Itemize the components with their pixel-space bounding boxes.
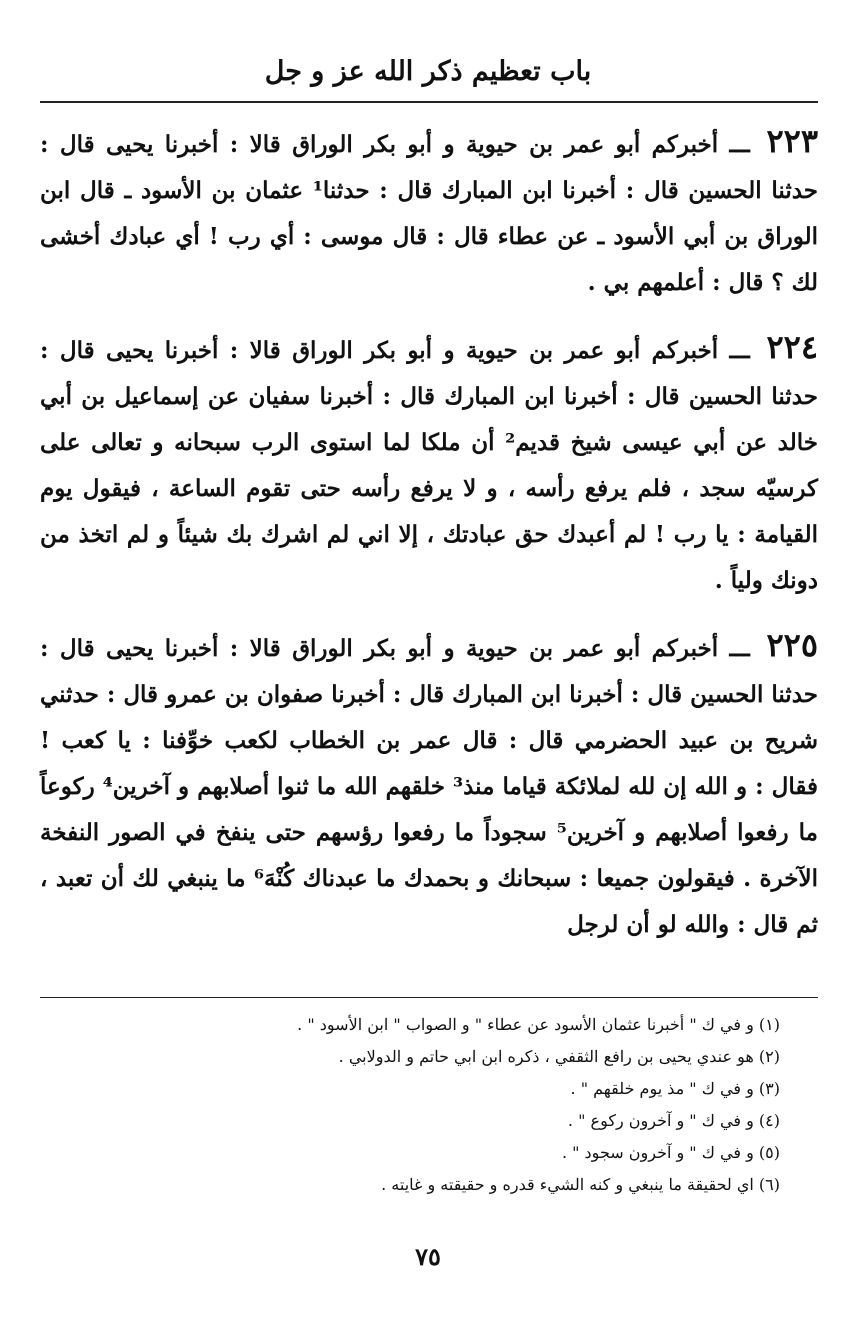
header-divider	[40, 101, 818, 103]
page-number: ٧٥	[415, 1242, 441, 1271]
footnote-6: (٦) اي لحقيقة ما ينبغي و كنه الشيء قدره و حقيقته و غايته .	[381, 1175, 780, 1194]
hadith-text: ـــ أخبركم أبو عمر بن حيوية و أبو بكر الوراق قالا : أخبرنا يحيى قال : حدثنا الحسين قال : أخبرنا ابن المبارك قال : أخبرنا صفوان بن عمرو قال : حدثني شريح بن عبيد الحضرمي قال : قال عمر بن الخطاب لكعب خوِّفنا : يا كعب ! فقال : و الله إن لله لملائكة قياما منذ³ خلقهم الله ما ثنوا أصلابهم و آخرين⁴ ركوعاً ما رفعوا أصلابهم و آخرين⁵ سجوداً ما رفعوا رؤسهم حتى ينفخ في الصور النفخة الآخرة . فيقولون جميعا : سبحانك و بحمدك ما عبدناك كُنْهَ⁶ ما ينبغي لك أن تعبد ، ثم قال : والله لو أن لرجل	[40, 635, 818, 938]
hadith-224	[40, 324, 818, 604]
chapter-title: باب تعظيم ذكر الله عز و جل	[264, 56, 592, 87]
footnote-1: (١) و في ك " أخبرنا عثمان الأسود عن عطاء " و الصواب " ابن الأسود " .	[297, 1015, 780, 1034]
footnote-4: (٤) و في ك " و آخرون ركوع " .	[567, 1111, 780, 1130]
hadith-number: ٢٢٥	[766, 626, 818, 664]
footnote-3: (٣) و في ك " مذ يوم خلقهم " .	[570, 1079, 780, 1098]
footnote-2: (٢) هو عندي يحيى بن رافع الثقفي ، ذكره ابن ابي حاتم و الدولابي .	[338, 1047, 780, 1066]
hadith-number: ٢٢٣	[766, 122, 818, 160]
hadith-text: ـــ أخبركم أبو عمر بن حيوية و أبو بكر الوراق قالا : أخبرنا يحيى قال : حدثنا الحسين قال : أخبرنا ابن المبارك قال : حدثنا¹ عثمان بن الأسود ـ قال ابن الوراق بن أبي الأسود ـ عن عطاء قال : قال موسى : أي رب ! أي عبادك أخشى لك ؟ قال : أعلمهم بي .	[40, 131, 819, 296]
footnote-divider	[40, 997, 818, 998]
hadith-number: ٢٢٤	[766, 328, 818, 366]
hadith-225	[40, 622, 818, 948]
footnotes	[40, 1009, 780, 1201]
hadith-text: ـــ أخبركم أبو عمر بن حيوية و أبو بكر الوراق قالا : أخبرنا يحيى قال : حدثنا الحسين قال : أخبرنا ابن المبارك قال : أخبرنا سفيان عن إسماعيل بن أبي خالد عن أبي عيسى شيخ قديم² أن ملكا لما استوى الرب سبحانه و تعالى على كرسيّه سجد ، فلم يرفع رأسه ، و لا يرفع رأسه حتى تقوم الساعة ، فيقول يوم القيامة : يا رب ! لم أعبدك حق عبادتك ، إلا اني لم اشرك بك شيئاً و لم اتخذ من دونك ولياً .	[40, 337, 818, 594]
main-text	[40, 118, 818, 966]
hadith-223	[40, 118, 818, 306]
footnote-5: (٥) و في ك " و آخرون سجود " .	[561, 1143, 780, 1162]
